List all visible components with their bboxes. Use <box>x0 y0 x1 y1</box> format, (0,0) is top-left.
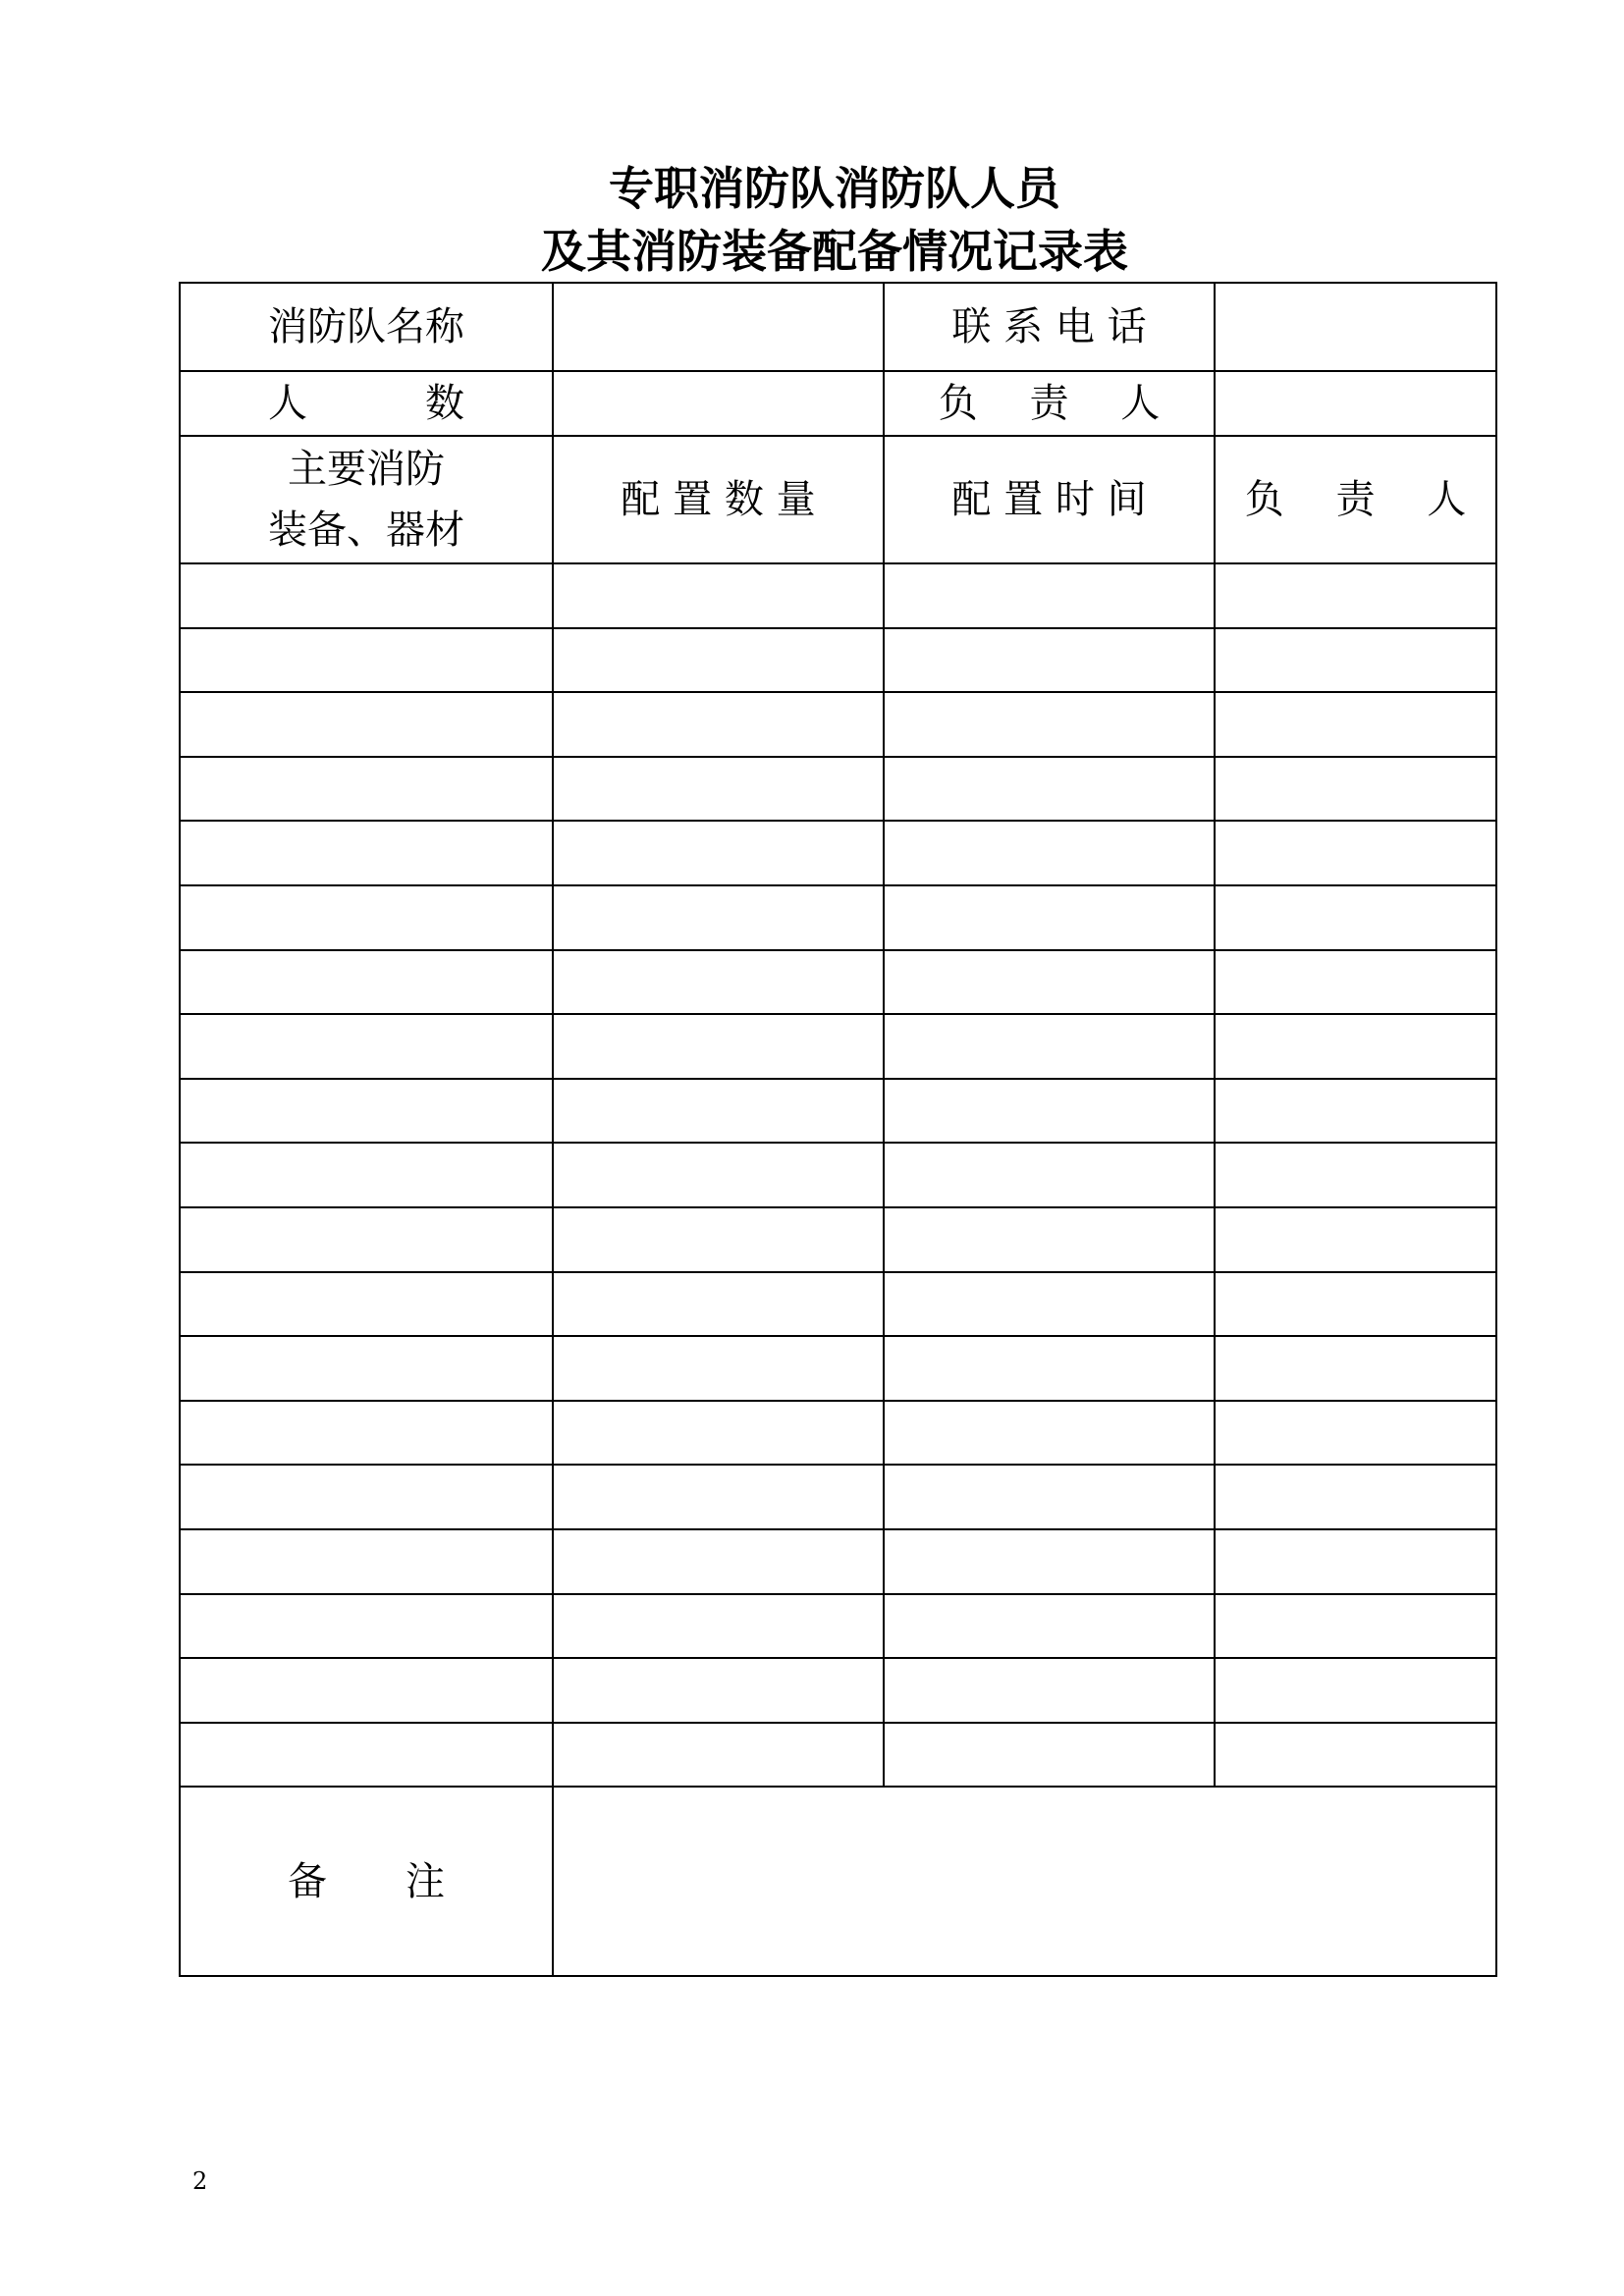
person-cell[interactable] <box>1215 692 1496 757</box>
person-cell[interactable] <box>1215 950 1496 1015</box>
quantity-cell[interactable] <box>553 1143 884 1207</box>
person-cell[interactable] <box>1215 1658 1496 1723</box>
time-cell[interactable] <box>884 1401 1215 1466</box>
team-name-label: 消防队名称 <box>180 283 553 371</box>
table-row <box>180 1465 1496 1529</box>
equipment-cell[interactable] <box>180 1079 553 1144</box>
person-cell[interactable] <box>1215 1336 1496 1401</box>
person-cell[interactable] <box>1215 1272 1496 1337</box>
table-row <box>180 1014 1496 1079</box>
person-cell[interactable] <box>1215 1143 1496 1207</box>
equipment-cell[interactable] <box>180 757 553 822</box>
equipment-record-table <box>179 282 1497 1977</box>
equipment-cell[interactable] <box>180 1529 553 1594</box>
quantity-cell[interactable] <box>553 628 884 693</box>
equipment-cell[interactable] <box>180 821 553 885</box>
header-equipment-line1: 主要消防 <box>288 447 445 492</box>
table-row <box>180 1723 1496 1788</box>
equipment-header-row <box>180 436 1496 563</box>
person-cell[interactable] <box>1215 1594 1496 1659</box>
time-cell[interactable] <box>884 1529 1215 1594</box>
table-row <box>180 885 1496 950</box>
equipment-cell[interactable] <box>180 692 553 757</box>
phone-field[interactable] <box>1215 283 1496 371</box>
quantity-cell[interactable] <box>553 692 884 757</box>
header-equipment <box>180 436 553 563</box>
person-cell[interactable] <box>1215 1529 1496 1594</box>
time-cell[interactable] <box>884 563 1215 628</box>
quantity-cell[interactable] <box>553 1207 884 1272</box>
time-cell[interactable] <box>884 1143 1215 1207</box>
equipment-cell[interactable] <box>180 1336 553 1401</box>
header-person: 负 责 人 <box>1215 436 1496 563</box>
time-cell[interactable] <box>884 757 1215 822</box>
person-cell[interactable] <box>1215 1465 1496 1529</box>
equipment-cell[interactable] <box>180 1014 553 1079</box>
time-cell[interactable] <box>884 1014 1215 1079</box>
table-row <box>180 1336 1496 1401</box>
team-name-field[interactable] <box>553 283 884 371</box>
phone-label: 联 系 电 话 <box>884 283 1215 371</box>
table-row <box>180 1079 1496 1144</box>
table-row <box>180 757 1496 822</box>
table-row <box>180 692 1496 757</box>
time-cell[interactable] <box>884 628 1215 693</box>
time-cell[interactable] <box>884 1336 1215 1401</box>
table-row <box>180 1401 1496 1466</box>
time-cell[interactable] <box>884 1658 1215 1723</box>
quantity-cell[interactable] <box>553 1014 884 1079</box>
equipment-cell[interactable] <box>180 1465 553 1529</box>
table-row <box>180 1529 1496 1594</box>
info-row-headcount <box>180 371 1496 436</box>
equipment-cell[interactable] <box>180 628 553 693</box>
quantity-cell[interactable] <box>553 821 884 885</box>
person-cell[interactable] <box>1215 1401 1496 1466</box>
equipment-cell[interactable] <box>180 1401 553 1466</box>
time-cell[interactable] <box>884 1272 1215 1337</box>
time-cell[interactable] <box>884 950 1215 1015</box>
form-title-line2: 及其消防装备配备情况记录表 <box>541 225 1128 278</box>
table-row <box>180 1272 1496 1337</box>
time-cell[interactable] <box>884 1079 1215 1144</box>
time-cell[interactable] <box>884 1207 1215 1272</box>
table-row <box>180 628 1496 693</box>
remarks-label: 备 注 <box>180 1787 553 1976</box>
person-cell[interactable] <box>1215 1207 1496 1272</box>
time-cell[interactable] <box>884 1465 1215 1529</box>
form-title-line1: 专职消防队消防队人员 <box>609 162 1060 215</box>
quantity-cell[interactable] <box>553 1594 884 1659</box>
table-row <box>180 1143 1496 1207</box>
header-time: 配 置 时 间 <box>884 436 1215 563</box>
time-cell[interactable] <box>884 1723 1215 1788</box>
person-cell[interactable] <box>1215 563 1496 628</box>
time-cell[interactable] <box>884 885 1215 950</box>
quantity-cell[interactable] <box>553 1529 884 1594</box>
equipment-cell[interactable] <box>180 1594 553 1659</box>
equipment-cell[interactable] <box>180 1658 553 1723</box>
equipment-cell[interactable] <box>180 1723 553 1788</box>
equipment-cell[interactable] <box>180 885 553 950</box>
time-cell[interactable] <box>884 821 1215 885</box>
headcount-label: 人 数 <box>180 371 553 436</box>
person-cell[interactable] <box>1215 1079 1496 1144</box>
leader-field[interactable] <box>1215 371 1496 436</box>
person-cell[interactable] <box>1215 757 1496 822</box>
quantity-cell[interactable] <box>553 885 884 950</box>
header-equipment-line2: 装备、器材 <box>268 507 464 553</box>
table-row <box>180 563 1496 628</box>
remarks-field[interactable] <box>553 1787 1496 1976</box>
leader-label: 负 责 人 <box>884 371 1215 436</box>
equipment-cell[interactable] <box>180 563 553 628</box>
headcount-field[interactable] <box>553 371 884 436</box>
equipment-cell[interactable] <box>180 1272 553 1337</box>
person-cell[interactable] <box>1215 885 1496 950</box>
quantity-cell[interactable] <box>553 1401 884 1466</box>
page-number: 2 <box>192 2167 208 2195</box>
quantity-cell[interactable] <box>553 950 884 1015</box>
quantity-cell[interactable] <box>553 1723 884 1788</box>
person-cell[interactable] <box>1215 1014 1496 1079</box>
table-row <box>180 1594 1496 1659</box>
person-cell[interactable] <box>1215 821 1496 885</box>
remarks-row <box>180 1787 1496 1976</box>
table-row <box>180 1658 1496 1723</box>
time-cell[interactable] <box>884 692 1215 757</box>
equipment-cell[interactable] <box>180 1207 553 1272</box>
table-row <box>180 1207 1496 1272</box>
table-row <box>180 821 1496 885</box>
quantity-cell[interactable] <box>553 1465 884 1529</box>
quantity-cell[interactable] <box>553 1336 884 1401</box>
quantity-cell[interactable] <box>553 757 884 822</box>
header-quantity: 配 置 数 量 <box>553 436 884 563</box>
equipment-cell[interactable] <box>180 950 553 1015</box>
quantity-cell[interactable] <box>553 563 884 628</box>
table-row <box>180 950 1496 1015</box>
quantity-cell[interactable] <box>553 1658 884 1723</box>
time-cell[interactable] <box>884 1594 1215 1659</box>
person-cell[interactable] <box>1215 628 1496 693</box>
equipment-cell[interactable] <box>180 1143 553 1207</box>
person-cell[interactable] <box>1215 1723 1496 1788</box>
quantity-cell[interactable] <box>553 1079 884 1144</box>
info-row-team <box>180 283 1496 371</box>
quantity-cell[interactable] <box>553 1272 884 1337</box>
